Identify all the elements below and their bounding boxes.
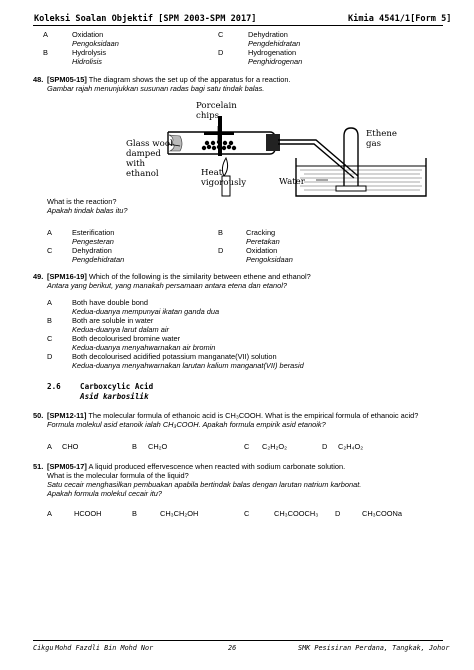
question-number: 51. [33,462,44,471]
option-text-ms: Pengesteran [72,237,114,246]
option-letter: D [335,509,341,518]
option-letter: B [43,48,48,57]
section-title-ms: Asid karbosilik [80,392,149,401]
question-code: [SPM05-17] [47,462,87,471]
option-letter: A [47,228,52,237]
option-letter: A [43,30,48,39]
formula: CH₃COOH [225,411,262,420]
option-text: Dehydration [72,246,112,255]
question-stem [47,411,418,420]
option-letter: A [47,442,52,451]
question-text-ms-pre: Formula molekul asid etanoik ialah [47,420,163,429]
footer-school: SMK Pesisiran Perdana, Tangkak, Johor [298,644,450,652]
option-text: CH₃CH₂OH [160,509,199,518]
question-code: [SPM16-19] [47,272,87,281]
option-text: C₂H₄O₂ [338,442,364,451]
footer-rule [33,640,443,641]
option-letter: C [47,246,53,255]
label-gas: gas [366,139,382,149]
option-text: CH₂O [148,442,168,451]
option-text: Both decolourised acidified potassium manganate(VII) solution [72,352,277,361]
section-number: 2.6 [47,382,61,391]
label-damped: damped [126,149,161,159]
option-letter: C [47,334,53,343]
option-letter: B [132,509,137,518]
question-text: The diagram shows the set up of the apparatus for a reaction. [88,75,291,84]
option-letter: B [47,316,52,325]
option-letter: A [47,298,52,307]
option-text-ms: Pengdehidratan [72,255,125,264]
header-subject: Kimia 4541/1[Form 5] [348,14,452,24]
question-text: Which of the following is the similarity between ethene and ethanol? [88,272,311,281]
option-text-ms: Penghidrogenan [248,57,303,66]
label-with: with [126,159,146,169]
option-text: Hydrolysis [72,48,107,57]
option-text: CH₃COONa [362,509,402,518]
label-chips: chips [196,111,220,121]
option-text-ms: Pengdehidratan [248,39,301,48]
header-title: Koleksi Soalan Objektif [SPM 2003-SPM 2017] [34,14,257,24]
option-letter: B [218,228,223,237]
question-text: A liquid produced effervescence when reacted with sodium carbonate solution. [88,462,346,471]
option-text: Esterification [72,228,115,237]
question-text-ms: Satu cecair menghasilkan pembuakan apabila bertindak balas dengan larutan natrium karbonat. [47,480,362,489]
label-water: Water [279,177,305,187]
label-vigorously: vigorously [201,178,247,188]
option-text: CH₃COOCH₃ [274,509,319,518]
question-text: The molecular formula of ethanoic acid is [88,411,226,420]
question-text-ms-2: Apakah formula molekul cecair itu? [47,489,163,498]
question-code: [SPM12-11] [47,411,87,420]
option-text: CHO [62,442,79,451]
question-text-ms: Gambar rajah menunjukkan susunan radas bagi satu tindak balas. [47,84,265,93]
question-stem [47,272,311,281]
apparatus-diagram [120,96,430,204]
option-letter: B [132,442,137,451]
question-text-cont: . What is the empirical formula of ethanoic acid? [261,411,419,420]
option-text: Dehydration [248,30,288,39]
option-letter: C [218,30,224,39]
question-code: [SPM05-15] [47,75,87,84]
option-letter: D [47,352,53,361]
label-ethene: Ethene [366,129,397,139]
option-letter: C [244,509,250,518]
option-letter: A [47,509,52,518]
option-letter: D [218,48,224,57]
question-prompt: What is the reaction? [47,197,117,206]
section-title: Carboxcylic Acid [80,382,154,391]
option-text: Cracking [246,228,276,237]
option-text: Both are soluble in water [72,316,154,325]
option-text-ms: Pengoksidaan [246,255,293,264]
option-text-ms: Kedua-duanya larut dalam air [72,325,169,334]
option-text: Oxidation [246,246,278,255]
question-stem [47,75,290,84]
label-glass-wool: Glass wool [126,139,173,149]
option-text: Both have double bond [72,298,149,307]
option-text-ms: Pengoksidaan [72,39,119,48]
option-text: Both decolourised bromine water [72,334,181,343]
option-text-ms: Hidrolisis [72,57,102,66]
question-text-ms: Antara yang berikut, yang manakah persamaan antara etena dan etanol? [47,281,287,290]
option-text-ms: Kedua-duanya menyahwarnakan larutan kalium manganat(VII) berasid [72,361,304,370]
question-text-ms [47,420,326,429]
question-text-ms-post: . Apakah formula empirik asid etanoik? [198,420,326,429]
formula-ms: CH₃COOH [162,420,199,429]
option-text: HCOOH [74,509,102,518]
option-text: C₂H₂O₂ [262,442,288,451]
option-text-ms: Peretakan [246,237,280,246]
option-text-ms: Kedua-duanya mempunyai ikatan ganda dua [72,307,220,316]
label-ethanol: ethanol [126,169,159,179]
footer-signature: Cikgu [33,644,54,652]
question-prompt-ms: Apakah tindak balas itu? [47,206,128,215]
option-letter: D [322,442,328,451]
header-rule [33,25,443,26]
option-text-ms: Kedua-duanya menyahwarnakan air bromin [72,343,216,352]
option-letter: D [218,246,224,255]
option-text: Oxidation [72,30,104,39]
question-text-2: What is the molecular formula of the liquid? [47,471,189,480]
label-porcelain: Porcelain [196,101,237,111]
option-text: Hydrogenation [248,48,297,57]
question-number: 49. [33,272,44,281]
option-letter: C [244,442,250,451]
page-number: 26 [228,644,237,652]
question-stem [47,462,345,471]
footer-author: Mohd Fazdli Bin Mohd Nor [55,644,154,652]
label-heat: Heat [201,168,223,178]
question-number: 48. [33,75,44,84]
question-number: 50. [33,411,44,420]
